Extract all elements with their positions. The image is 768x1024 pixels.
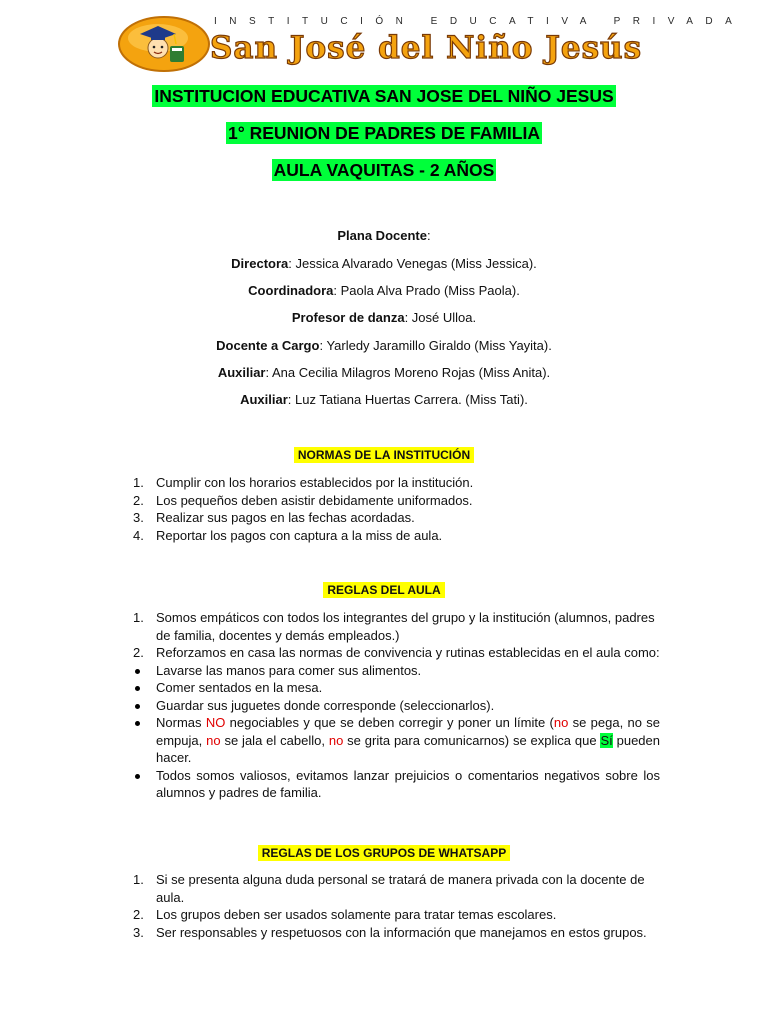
staff-row: Docente a Cargo: Yarledy Jaramillo Giraldo (Miss Yayita). [216, 337, 552, 353]
bullet-item: Lavarse las manos para comer sus alimentos. [130, 662, 660, 680]
staff-heading: Plana Docente: [337, 228, 431, 243]
list-item: 1. Cumplir con los horarios establecidos por la institución. [133, 475, 474, 490]
school-mascot-logo-icon [118, 14, 210, 72]
bullet-item: Guardar sus juguetes donde corresponde (seleccionarlos). [130, 697, 660, 715]
logo-subtitle: INSTITUCIÓN EDUCATIVA PRIVADA [214, 16, 745, 27]
title-institution: INSTITUCION EDUCATIVA SAN JOSE DEL NIÑO JESUS [154, 86, 614, 106]
bullet-item: Normas NO negociables y que se deben corregir y poner un límite (no se pega, no se empuja, no se jala el cabello, no se grita para comunicarnos) se explica que Sí pueden hacer. [130, 714, 660, 767]
staff-row: Directora: Jessica Alvarado Venegas (Miss Jessica). [231, 256, 537, 271]
section-title-reglas-aula: REGLAS DEL AULA [0, 583, 768, 597]
list-item: 1. Somos empáticos con todos los integrantes del grupo y la institución (alumnos, padres de familia, docentes y demás empleados.) [133, 610, 655, 643]
title-meeting: 1° REUNION DE PADRES DE FAMILIA [228, 123, 540, 143]
emphasis-no: no [328, 732, 344, 748]
staff-row: Auxiliar: Ana Cecilia Milagros Moreno Rojas (Miss Anita). [217, 364, 551, 380]
institution-logo [118, 12, 745, 76]
emphasis-no: no [206, 732, 221, 748]
staff-row: Coordinadora: Paola Alva Prado (Miss Paola). [248, 283, 520, 299]
emphasis-si: Sí [600, 732, 613, 748]
list-item: 2. Los pequeños deben asistir debidamente uniformados. [133, 492, 473, 508]
list-item: 1. Si se presenta alguna duda personal se tratará de manera privada con la docente de aula. [133, 872, 645, 905]
reglas-aula-list [130, 609, 660, 802]
emphasis-no: no [553, 715, 569, 730]
list-item: 3. Ser responsables y respetuosos con la información que manejamos en estos grupos. [133, 924, 647, 940]
logo-name: San José del Niño Jesús [210, 30, 643, 66]
title-classroom: AULA VAQUITAS - 2 AÑOS [273, 160, 495, 180]
bullet-item: Comer sentados en la mesa. [130, 679, 660, 697]
normas-list [130, 474, 660, 544]
section-title-normas: NORMAS DE LA INSTITUCIÓN [0, 448, 768, 462]
list-item: 4. Reportar los pagos con captura a la miss de aula. [133, 527, 443, 543]
document-titles [0, 86, 768, 197]
list-item: 2. Los grupos deben ser usados solamente para tratar temas escolares. [133, 907, 557, 922]
bullet-item: Todos somos valiosos, evitamos lanzar prejuicios o comentarios negativos sobre los alumnos y padres de familia. [130, 767, 660, 802]
section-title-reglas-whatsapp: REGLAS DE LOS GRUPOS DE WHATSAPP [0, 846, 768, 860]
reglas-whatsapp-list [130, 871, 660, 941]
list-item: 3. Realizar sus pagos en las fechas acordadas. [133, 510, 415, 525]
staff-row: Profesor de danza: José Ulloa. [291, 310, 477, 326]
staff-row: Auxiliar: Luz Tatiana Huertas Carrera. (Miss Tati). [240, 391, 528, 407]
list-item: 2. Reforzamos en casa las normas de convivencia y rutinas establecidas en el aula como: [133, 645, 660, 660]
emphasis-no: NO [205, 715, 226, 730]
staff-section [0, 226, 768, 417]
